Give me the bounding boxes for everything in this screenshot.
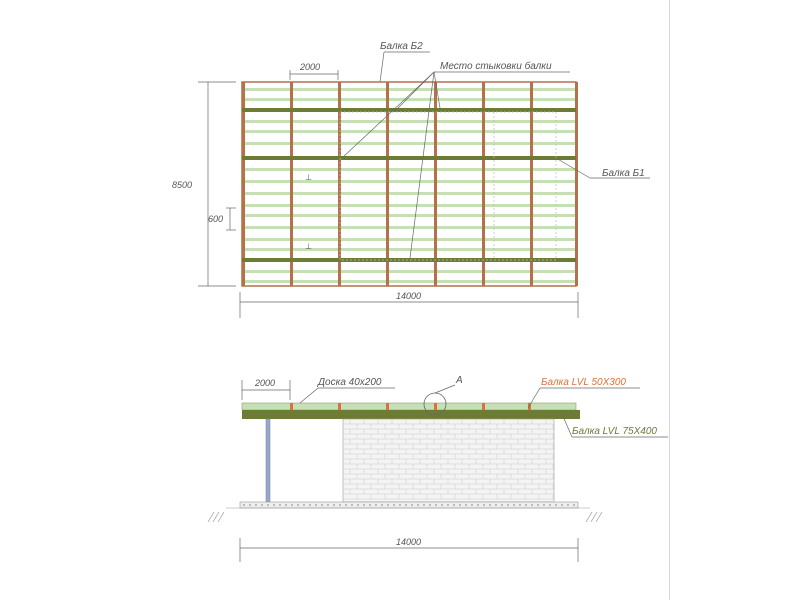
gravel-dot [393, 504, 395, 506]
beam-b2-bottom [242, 258, 576, 262]
gravel-dot [519, 504, 521, 506]
plan-dim-module: 2000 [300, 62, 321, 72]
gravel-dot [471, 504, 473, 506]
gravel-dot [411, 504, 413, 506]
gravel-dot [357, 504, 359, 506]
gravel-dot [537, 504, 539, 506]
gravel-dot [405, 504, 407, 506]
gravel-dot [447, 504, 449, 506]
gravel-dot [279, 504, 281, 506]
gravel-dot [483, 504, 485, 506]
gravel-dot [513, 504, 515, 506]
section-joist [290, 403, 293, 410]
ground-slab [240, 502, 578, 508]
label-beam-b1: Балка Б1 [602, 168, 645, 179]
gravel-dot [261, 504, 263, 506]
gravel-dot [381, 504, 383, 506]
beam-lvl-75x400 [242, 410, 580, 419]
plan-joist [530, 82, 533, 286]
beam-b2-middle [242, 156, 576, 160]
gravel-dot [489, 504, 491, 506]
plan-joist [338, 82, 341, 286]
gravel-dot [477, 504, 479, 506]
gravel-dot [423, 504, 425, 506]
ground-hatch [208, 512, 602, 522]
plan-joist [290, 82, 293, 286]
label-beam-lvl-75x400: Балка LVL 75Х400 [572, 426, 657, 437]
gravel-dot [363, 504, 365, 506]
gravel-dot [387, 504, 389, 506]
gravel-dot [297, 504, 299, 506]
gravel-dot [435, 504, 437, 506]
gravel-dot [573, 504, 575, 506]
gravel-dot [309, 504, 311, 506]
gravel-dot [543, 504, 545, 506]
gravel-dot [531, 504, 533, 506]
gravel-dot [465, 504, 467, 506]
gravel-dot [255, 504, 257, 506]
gravel-dot [555, 504, 557, 506]
plan-marker-2: ⊥ [305, 242, 312, 251]
plan-dim-width: 14000 [396, 291, 422, 301]
gravel-dot [375, 504, 377, 506]
gravel-dot [429, 504, 431, 506]
plan-joist [434, 82, 437, 286]
gravel-dot [291, 504, 293, 506]
gravel-dot [333, 504, 335, 506]
gravel-dot [441, 504, 443, 506]
section-joist [482, 403, 485, 410]
gravel-dot [525, 504, 527, 506]
plan-dim-height: 8500 [172, 180, 193, 190]
label-beam-b2: Балка Б2 [380, 41, 423, 52]
gravel-dot [561, 504, 563, 506]
section-joist [386, 403, 389, 410]
plan-joist [482, 82, 485, 286]
label-beam-lvl-50x300: Балка LVL 50Х300 [541, 377, 626, 388]
section-dim-width: 14000 [396, 537, 422, 547]
gravel-dot [549, 504, 551, 506]
plan-marker-1: ⊥ [305, 173, 312, 182]
gravel-dot [495, 504, 497, 506]
gravel-dot [399, 504, 401, 506]
gravel-dot [303, 504, 305, 506]
gravel-dot [243, 504, 245, 506]
label-board: Доска 40х200 [318, 377, 382, 388]
gravel-dot [339, 504, 341, 506]
gravel-dot [267, 504, 269, 506]
gravel-dot [327, 504, 329, 506]
label-node-a: А [456, 375, 463, 386]
beam-b2-top [242, 108, 576, 112]
section-joist [434, 403, 437, 410]
plan-joist [386, 82, 389, 286]
gravel-dot [417, 504, 419, 506]
plan-joist [242, 82, 245, 286]
gravel-dot [453, 504, 455, 506]
gravel-dot [507, 504, 509, 506]
gravel-dot [501, 504, 503, 506]
gravel-dot [369, 504, 371, 506]
gravel-dot [249, 504, 251, 506]
plan-joist [575, 82, 578, 286]
gravel-dot [273, 504, 275, 506]
gravel-dot [351, 504, 353, 506]
gravel-dot [315, 504, 317, 506]
gravel-dot [567, 504, 569, 506]
section-joist [338, 403, 341, 410]
section-view [208, 393, 602, 522]
plan-dim-spacing: 600 [208, 214, 224, 224]
gravel-dot [321, 504, 323, 506]
gravel-dot [285, 504, 287, 506]
brick-wall [343, 419, 554, 502]
section-dim-module: 2000 [255, 378, 276, 388]
support-post [266, 419, 270, 502]
label-joint: Место стыковки балки [440, 61, 552, 72]
gravel-dot [345, 504, 347, 506]
gravel-dot [459, 504, 461, 506]
